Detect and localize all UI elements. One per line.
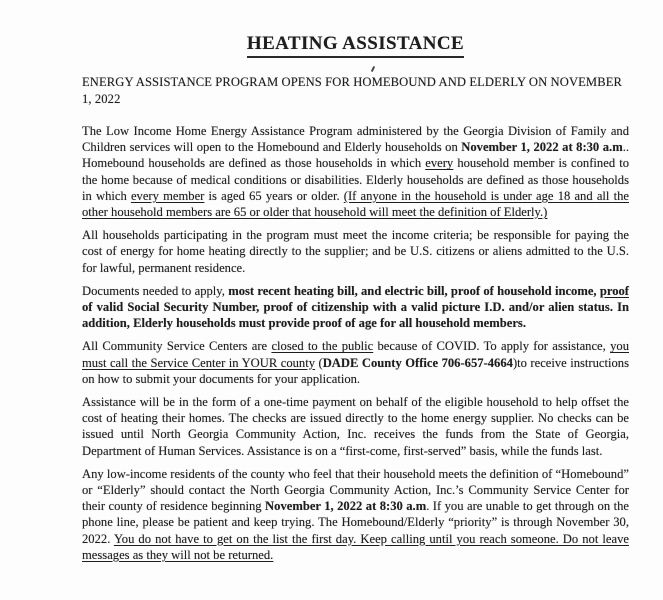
paragraph-documents-needed xyxy=(82,283,629,332)
text-run: The Low Income Home Energy Assistance Program administered by the Georgia Division of Family and Children services will open to the Homebound and Elderly households on xyxy=(82,124,629,155)
text-run: All households participating in the program must meet the income criteria; be responsible for paying the cost of energy for home heating directly to the supplier; and be U.S. citizens or aliens admitted to the U.S. for lawful, permanent residence. xyxy=(82,228,629,275)
text-run: every xyxy=(425,156,454,171)
text-run: DADE County Office 706-657-4664 xyxy=(322,355,513,370)
text-run: November 1, 2022 at 8:30 a.m xyxy=(265,499,427,514)
text-run: Any low-income residents of the county who feel that their household meets the definition of “Homebound” or “Elderly” should contact the North Georgia Community Action, Inc.’s Community Service Center for their county of residence beginning xyxy=(82,466,629,514)
document-body xyxy=(82,123,629,563)
text-run: All Community Service Centers are xyxy=(82,339,272,354)
text-run: November 1, 2022 at 8:30 a.m xyxy=(461,140,623,155)
text-run: ( xyxy=(315,355,323,370)
text-run: (If anyone in the household is under age 18 and all the other household members are 65 or older that household will meet the definition of Elderly.) xyxy=(82,188,629,220)
text-run: is aged 65 years or older. xyxy=(204,188,344,203)
scan-artifact-mark xyxy=(371,66,375,72)
text-run: . If you are unable to get through on the phone line, please be patient and keep trying. The Homebound/Elderly “priority” is through November 30, 2022. xyxy=(82,499,629,546)
text-run: closed to the public xyxy=(271,339,374,354)
text-run: household member is confined to the home because of medical conditions or disabilities. Elderly households are defined as those households in which xyxy=(82,156,630,203)
paragraph-payment-details xyxy=(82,394,629,459)
document-subtitle: ENERGY ASSISTANCE PROGRAM OPENS FOR HOMEBOUND AND ELDERLY ON NOVEMBER 1, 2022 xyxy=(82,75,623,106)
paragraph-program-opening xyxy=(82,123,629,220)
text-run: proof xyxy=(599,283,629,298)
text-run: most recent heating bill, and electric bill, proof of household income, xyxy=(228,283,600,298)
text-run: of valid Social Security Number, proof of citizenship with a valid picture I.D. and/or alien status. In addition, Elderly households must provide proof of age for all household members. xyxy=(82,300,629,331)
paragraph-service-centers-closed xyxy=(82,338,629,387)
text-run: You do not have to get on the list the first day. Keep calling until you reach someone. Do not leave messages as they will not be returned. xyxy=(82,531,629,562)
paragraph-contact-instructions xyxy=(82,466,629,563)
text-run: because of COVID. To apply for assistance, xyxy=(373,339,611,354)
text-run: every member xyxy=(130,188,205,203)
document-title xyxy=(82,0,629,58)
document-title-text: HEATING ASSISTANCE xyxy=(247,33,464,58)
text-run: )to receive instructions on how to submit your documents for your application. xyxy=(82,355,630,386)
text-run: .. Homebound households are defined as those households in which xyxy=(82,140,629,171)
paragraph-income-criteria xyxy=(82,227,629,276)
text-run: Documents needed to apply, xyxy=(82,283,229,298)
text-run: you must call the Service Center in YOUR county xyxy=(82,339,629,370)
text-run: Assistance will be in the form of a one-time payment on behalf of the eligible household to help offset the cost of heating their homes. The checks are issued directly to the home energy supplier. No checks can be issued until North Georgia Community Action, Inc. receives the funds from the State of Georgia, Department of Human Services. Assistance is on a “first-come, first-served” basis, while the funds last. xyxy=(82,395,629,458)
